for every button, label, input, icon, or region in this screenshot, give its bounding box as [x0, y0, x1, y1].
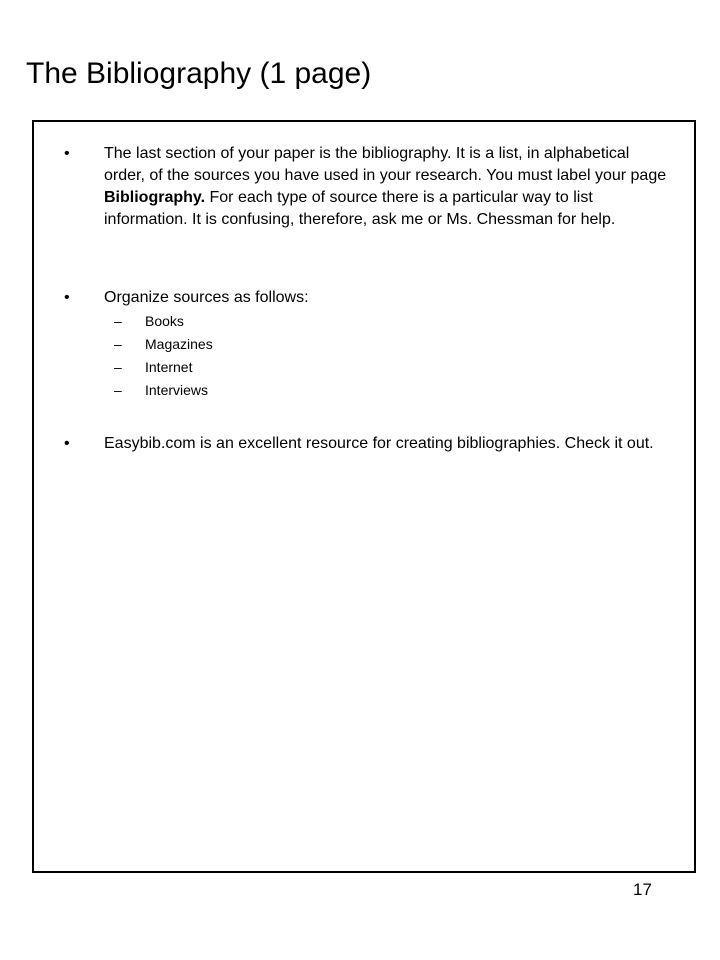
bullet-marker: • — [64, 289, 70, 306]
content-box — [32, 120, 696, 873]
bullet-text: Organize sources as follows: — [104, 289, 309, 306]
subitem-label: Interviews — [145, 382, 209, 398]
page-number: 17 — [633, 880, 652, 899]
bullet-text: Easybib.com is an excellent resource for creating bibliographies. Check it out. — [104, 435, 654, 452]
subitem-label: Internet — [145, 359, 193, 375]
dash-marker: – — [114, 359, 122, 375]
bullet-text-part: For each type of source there is a particular way to list information. It is confusing, therefore, ask me or Ms. Chessman for help. — [104, 189, 616, 228]
bullet-marker: • — [64, 435, 70, 452]
subitem-label: Books — [145, 313, 184, 329]
bullet-marker: • — [64, 145, 70, 162]
bullet-text — [104, 143, 674, 231]
subitem-label: Magazines — [145, 336, 213, 352]
page-title: The Bibliography (1 page) — [26, 57, 372, 90]
dash-marker: – — [114, 313, 122, 329]
bullet-text-part: The last section of your paper is the bibliography. It is a list, in alphabetical order, of the sources you have used in your research. You must label your page — [104, 145, 667, 184]
dash-marker: – — [114, 336, 122, 352]
bullet-text-bold: Bibliography. — [104, 189, 206, 206]
dash-marker: – — [114, 382, 122, 398]
